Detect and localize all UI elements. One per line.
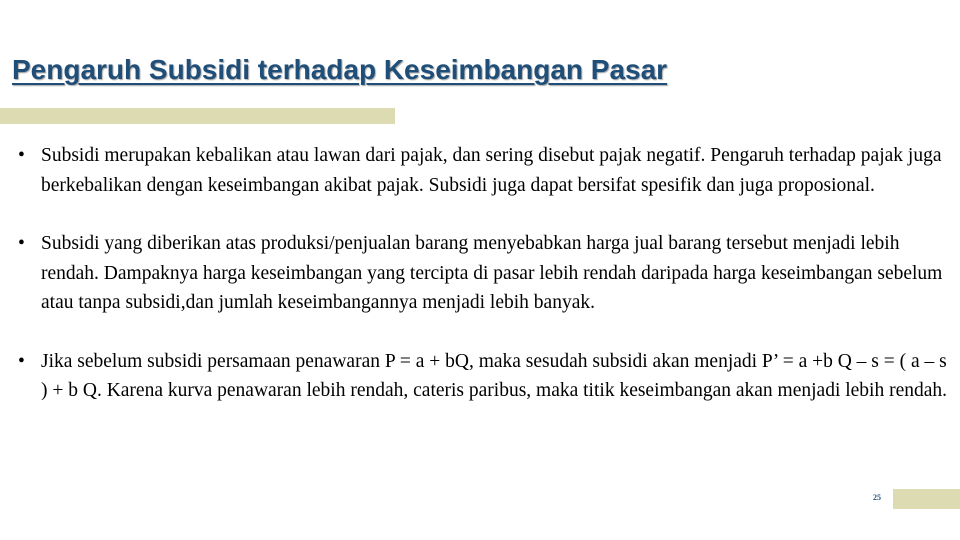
- title-accent-bar: [0, 108, 395, 124]
- bullet-list: [18, 141, 948, 406]
- bullet-item: [18, 141, 948, 200]
- bullet-marker: •: [18, 350, 25, 372]
- bullet-marker: •: [18, 233, 25, 254]
- bullet-text: Subsidi merupakan kebalikan atau lawan dari pajak, dan sering disebut pajak negatif. Pengaruh terhadap pajak juga berkebalikan dengan keseimbangan akibat pajak. Subsidi juga dapat bersifat spesifik dan juga proposional.: [41, 145, 942, 196]
- bullet-item: [18, 229, 948, 318]
- slide-title: Pengaruh Subsidi terhadap Keseimbangan Pasar: [12, 54, 668, 85]
- footer-accent-bar: [893, 489, 960, 509]
- bullet-text: Subsidi yang diberikan atas produksi/penjualan barang menyebabkan harga jual barang tersebut menjadi lebih rendah. Dampaknya harga keseimbangan yang tercipta di pasar lebih rendah daripada harga keseimbangan sebelum atau tanpa subsidi,dan jumlah keseimbangannya menjadi lebih banyak.: [41, 233, 943, 313]
- bullet-text: Jika sebelum subsidi persamaan penawaran P = a + bQ, maka sesudah subsidi akan menjadi P’ = a +b Q – s = ( a – s ) + b Q. Karena kurva penawaran lebih rendah, cateris paribus, maka titik keseimbangan akan menjadi lebih rendah.: [41, 350, 948, 401]
- bullet-marker: •: [18, 145, 25, 166]
- page-number: 25: [873, 493, 881, 502]
- bullet-item: [18, 347, 948, 406]
